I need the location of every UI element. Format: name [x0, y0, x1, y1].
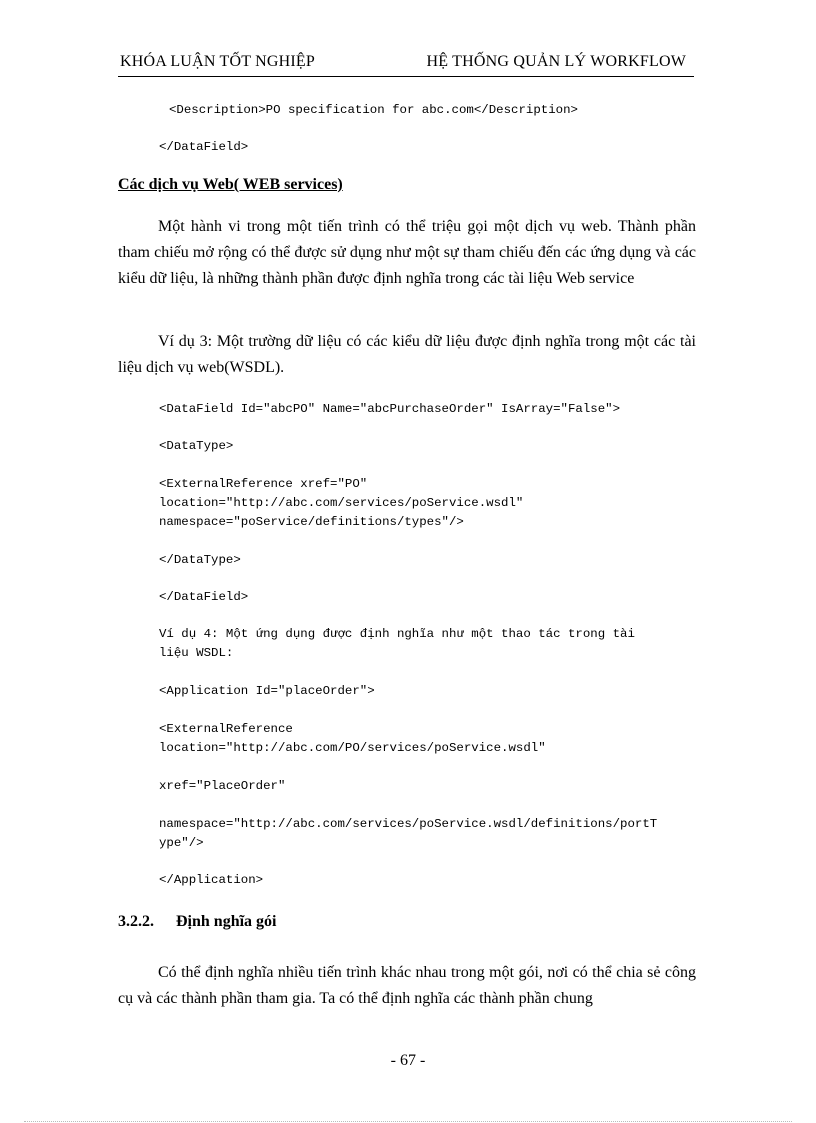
subsection-heading [118, 913, 276, 931]
header-right-title: HỆ THỐNG QUẢN LÝ WORKFLOW [426, 53, 686, 70]
code-line: liệu WSDL: [159, 646, 234, 660]
code-line: location="http://abc.com/PO/services/poService.wsdl" [159, 741, 546, 755]
paragraph-web-services: Một hành vi trong một tiến trình có thể triệu gọi một dịch vụ web. Thành phần tham chiếu mở rộng có thể được sử dụng như một sự tham chiếu đến các ứng dụng và các kiểu dữ liệu, là những thành phần được định nghĩa trong các tài liệu Web service [118, 218, 696, 287]
code-line: <ExternalReference xref="PO" [159, 477, 368, 491]
section-heading: Các dịch vụ Web( WEB services) [118, 176, 343, 193]
code-line: namespace="http://abc.com/services/poService.wsdl/definitions/portT [159, 817, 658, 831]
paragraph-package-definition: Có thể định nghĩa nhiều tiến trình khác nhau trong một gói, nơi có thể chia sẻ công cụ và các thành phần tham gia. Ta có thể định nghĩa các thành phần chung [118, 964, 696, 1007]
code-line: </Application> [159, 873, 264, 887]
code-description-line: <Description>PO specification for abc.com</Description> [169, 103, 578, 117]
code-line: <Application Id="placeOrder"> [159, 684, 375, 698]
subsection-title: Định nghĩa gói [176, 913, 277, 930]
code-line: <DataField Id="abcPO" Name="abcPurchaseOrder" IsArray="False"> [159, 402, 621, 416]
code-line: </DataField> [159, 590, 249, 604]
page-number: - 67 - [390, 1052, 426, 1069]
code-line: location="http://abc.com/services/poService.wsdl" [159, 496, 524, 510]
code-line: Ví dụ 4: Một ứng dụng được định nghĩa như một thao tác trong tài [159, 627, 635, 641]
paragraph-example-3: Ví dụ 3: Một trường dữ liệu có các kiểu dữ liệu được định nghĩa trong một các tài liệu dịch vụ web(WSDL). [118, 333, 696, 376]
code-line: <DataType> [159, 439, 234, 453]
code-datafield-close: </DataField> [159, 140, 249, 154]
code-line: </DataType> [159, 553, 241, 567]
subsection-number: 3.2.2. [118, 913, 154, 930]
page-bottom-divider [24, 1121, 792, 1122]
code-line: xref="PlaceOrder" [159, 779, 286, 793]
page-header [118, 50, 694, 77]
code-line: namespace="poService/definitions/types"/> [159, 515, 464, 529]
code-line: <ExternalReference [159, 722, 293, 736]
code-line: ype"/> [159, 836, 204, 850]
header-left-title: KHÓA LUẬN TỐT NGHIỆP [120, 53, 315, 70]
